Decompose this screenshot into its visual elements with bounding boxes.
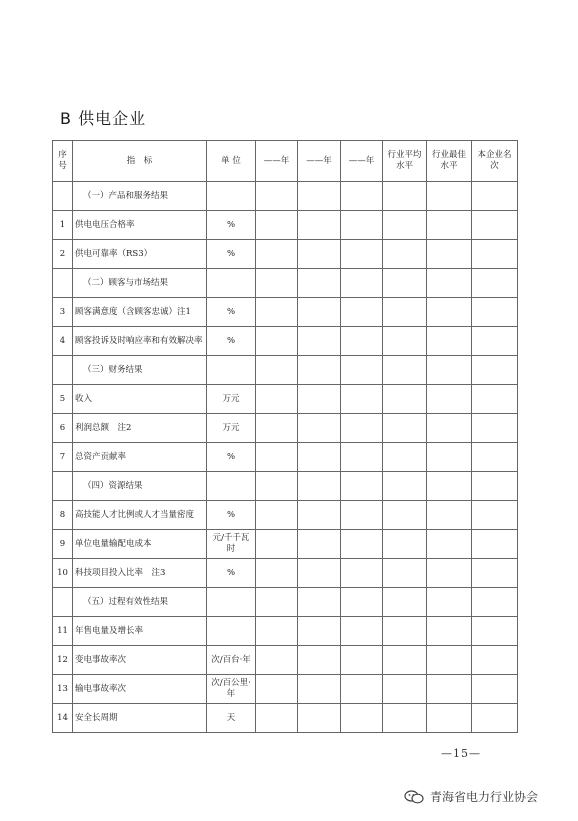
table-row: [53, 617, 518, 646]
value-cell-industry-average: [383, 530, 427, 559]
value-cell-year-2: [298, 414, 341, 443]
value-cell-year-1: [256, 385, 298, 414]
value-cell-year-2: [298, 617, 341, 646]
section-title: （二）顾客与市场结果: [73, 269, 207, 298]
section-title: （一）产品和服务结果: [73, 182, 207, 211]
value-cell-industry-average: [383, 704, 427, 733]
value-cell-rank: [472, 530, 518, 559]
header-rank: 本企业名次: [472, 141, 518, 182]
value-cell-year-3: [341, 182, 383, 211]
section-title: （三）财务结果: [73, 356, 207, 385]
value-cell-year-3: [341, 646, 383, 675]
value-cell-industry-average: [383, 646, 427, 675]
unit-cell: [207, 588, 256, 617]
value-cell-year-2: [298, 443, 341, 472]
value-cell-year-3: [341, 704, 383, 733]
row-index: 1: [53, 211, 73, 240]
value-cell-industry-average: [383, 414, 427, 443]
value-cell-year-1: [256, 240, 298, 269]
indicator-cell: 顾客投诉及时响应率和有效解决率: [73, 327, 207, 356]
indicator-cell: 供电电压合格率: [73, 211, 207, 240]
value-cell-industry-best: [427, 646, 472, 675]
value-cell-year-2: [298, 356, 341, 385]
row-index: 13: [53, 675, 73, 704]
header-unit: 单 位: [207, 141, 256, 182]
value-cell-rank: [472, 298, 518, 327]
value-cell-rank: [472, 675, 518, 704]
value-cell-industry-average: [383, 472, 427, 501]
value-cell-industry-average: [383, 443, 427, 472]
unit-cell: %: [207, 211, 256, 240]
unit-cell: %: [207, 443, 256, 472]
value-cell-industry-best: [427, 211, 472, 240]
value-cell-year-2: [298, 269, 341, 298]
value-cell-industry-best: [427, 617, 472, 646]
table-row: [53, 559, 518, 588]
value-cell-year-1: [256, 298, 298, 327]
value-cell-year-2: [298, 385, 341, 414]
row-index: [53, 356, 73, 385]
value-cell-year-1: [256, 617, 298, 646]
unit-cell: %: [207, 298, 256, 327]
header-industry-best: 行业最佳水平: [427, 141, 472, 182]
value-cell-industry-average: [383, 240, 427, 269]
section-row: [53, 269, 518, 298]
value-cell-year-2: [298, 646, 341, 675]
value-cell-industry-average: [383, 385, 427, 414]
row-index: 4: [53, 327, 73, 356]
value-cell-year-2: [298, 327, 341, 356]
indicator-cell: 单位电量输配电成本: [73, 530, 207, 559]
value-cell-industry-average: [383, 588, 427, 617]
value-cell-industry-best: [427, 559, 472, 588]
value-cell-industry-average: [383, 675, 427, 704]
value-cell-year-1: [256, 588, 298, 617]
table-row: [53, 704, 518, 733]
value-cell-industry-best: [427, 704, 472, 733]
indicator-cell: 总资产贡献率: [73, 443, 207, 472]
indicator-cell: 科技项目投入比率 注3: [73, 559, 207, 588]
value-cell-industry-average: [383, 501, 427, 530]
header-index: 序号: [53, 141, 73, 182]
row-index: [53, 588, 73, 617]
row-index: 10: [53, 559, 73, 588]
header-year-1: ——年: [256, 141, 298, 182]
value-cell-industry-average: [383, 298, 427, 327]
value-cell-year-3: [341, 269, 383, 298]
indicator-cell: 安全长周期: [73, 704, 207, 733]
table-row: [53, 240, 518, 269]
value-cell-year-3: [341, 240, 383, 269]
value-cell-rank: [472, 414, 518, 443]
value-cell-industry-best: [427, 269, 472, 298]
value-cell-year-2: [298, 211, 341, 240]
value-cell-rank: [472, 704, 518, 733]
page-number: —15—: [441, 747, 481, 760]
value-cell-rank: [472, 356, 518, 385]
value-cell-year-1: [256, 211, 298, 240]
value-cell-year-3: [341, 211, 383, 240]
table-body: [53, 182, 518, 733]
wechat-icon: [404, 790, 424, 804]
table-row: [53, 211, 518, 240]
value-cell-year-3: [341, 443, 383, 472]
indicator-cell: 高技能人才比例或人才当量密度: [73, 501, 207, 530]
value-cell-year-3: [341, 298, 383, 327]
value-cell-year-3: [341, 588, 383, 617]
row-index: 3: [53, 298, 73, 327]
page-heading: B 供电企业: [60, 109, 147, 128]
watermark: [404, 788, 538, 805]
value-cell-industry-average: [383, 211, 427, 240]
value-cell-rank: [472, 385, 518, 414]
row-index: 9: [53, 530, 73, 559]
unit-cell: 万元: [207, 385, 256, 414]
value-cell-industry-best: [427, 385, 472, 414]
indicator-cell: 利润总额 注2: [73, 414, 207, 443]
watermark-text: 青海省电力行业协会: [430, 790, 539, 804]
table-header-row: [53, 141, 518, 182]
value-cell-year-3: [341, 356, 383, 385]
value-cell-year-1: [256, 530, 298, 559]
section-row: [53, 588, 518, 617]
row-index: [53, 269, 73, 298]
value-cell-rank: [472, 559, 518, 588]
row-index: 2: [53, 240, 73, 269]
value-cell-rank: [472, 240, 518, 269]
value-cell-year-1: [256, 472, 298, 501]
value-cell-year-2: [298, 501, 341, 530]
value-cell-year-3: [341, 617, 383, 646]
value-cell-rank: [472, 472, 518, 501]
table-row: [53, 443, 518, 472]
value-cell-year-2: [298, 182, 341, 211]
unit-cell: [207, 356, 256, 385]
value-cell-year-3: [341, 530, 383, 559]
value-cell-year-1: [256, 414, 298, 443]
row-index: 11: [53, 617, 73, 646]
unit-cell: %: [207, 240, 256, 269]
value-cell-year-1: [256, 182, 298, 211]
unit-cell: 次/百台·年: [207, 646, 256, 675]
value-cell-industry-best: [427, 298, 472, 327]
table-row: [53, 385, 518, 414]
unit-cell: 次/百公里·年: [207, 675, 256, 704]
value-cell-industry-average: [383, 182, 427, 211]
value-cell-year-2: [298, 704, 341, 733]
table-row: [53, 646, 518, 675]
value-cell-rank: [472, 327, 518, 356]
unit-cell: [207, 617, 256, 646]
header-year-3: ——年: [341, 141, 383, 182]
indicator-cell: 变电事故率次: [73, 646, 207, 675]
value-cell-industry-average: [383, 559, 427, 588]
unit-cell: [207, 472, 256, 501]
unit-cell: [207, 182, 256, 211]
unit-cell: 万元: [207, 414, 256, 443]
value-cell-industry-average: [383, 327, 427, 356]
value-cell-year-1: [256, 559, 298, 588]
unit-cell: [207, 269, 256, 298]
value-cell-year-3: [341, 501, 383, 530]
header-year-2: ——年: [298, 141, 341, 182]
section-row: [53, 472, 518, 501]
value-cell-year-3: [341, 414, 383, 443]
table-row: [53, 298, 518, 327]
value-cell-rank: [472, 182, 518, 211]
indicator-cell: 收入: [73, 385, 207, 414]
unit-cell: %: [207, 327, 256, 356]
value-cell-rank: [472, 211, 518, 240]
value-cell-year-3: [341, 675, 383, 704]
value-cell-year-2: [298, 530, 341, 559]
value-cell-year-1: [256, 704, 298, 733]
row-index: 8: [53, 501, 73, 530]
value-cell-industry-average: [383, 269, 427, 298]
value-cell-industry-best: [427, 182, 472, 211]
value-cell-year-1: [256, 269, 298, 298]
value-cell-industry-best: [427, 356, 472, 385]
value-cell-rank: [472, 617, 518, 646]
table-row: [53, 327, 518, 356]
row-index: 5: [53, 385, 73, 414]
value-cell-rank: [472, 588, 518, 617]
value-cell-year-3: [341, 327, 383, 356]
unit-cell: 天: [207, 704, 256, 733]
value-cell-year-1: [256, 327, 298, 356]
value-cell-industry-best: [427, 327, 472, 356]
value-cell-year-2: [298, 472, 341, 501]
value-cell-year-1: [256, 443, 298, 472]
value-cell-industry-best: [427, 472, 472, 501]
header-indicator: 指 标: [73, 141, 207, 182]
value-cell-industry-best: [427, 530, 472, 559]
value-cell-year-1: [256, 646, 298, 675]
value-cell-industry-best: [427, 588, 472, 617]
value-cell-rank: [472, 646, 518, 675]
value-cell-year-1: [256, 356, 298, 385]
indicator-cell: 输电事故率次: [73, 675, 207, 704]
results-table: [52, 140, 518, 733]
table-row: [53, 414, 518, 443]
table-row: [53, 530, 518, 559]
value-cell-industry-best: [427, 675, 472, 704]
table-row: [53, 675, 518, 704]
section-title: （四）资源结果: [73, 472, 207, 501]
value-cell-industry-best: [427, 501, 472, 530]
indicator-cell: 年售电量及增长率: [73, 617, 207, 646]
section-row: [53, 356, 518, 385]
value-cell-year-3: [341, 385, 383, 414]
value-cell-year-1: [256, 501, 298, 530]
indicator-cell: 顾客满意度（含顾客忠诚）注1: [73, 298, 207, 327]
row-index: 12: [53, 646, 73, 675]
value-cell-industry-best: [427, 240, 472, 269]
value-cell-year-2: [298, 675, 341, 704]
value-cell-year-3: [341, 472, 383, 501]
unit-cell: %: [207, 501, 256, 530]
value-cell-year-2: [298, 559, 341, 588]
value-cell-rank: [472, 501, 518, 530]
value-cell-rank: [472, 443, 518, 472]
section-row: [53, 182, 518, 211]
value-cell-year-2: [298, 298, 341, 327]
row-index: [53, 182, 73, 211]
row-index: 6: [53, 414, 73, 443]
value-cell-industry-average: [383, 617, 427, 646]
unit-cell: %: [207, 559, 256, 588]
value-cell-industry-best: [427, 443, 472, 472]
value-cell-rank: [472, 269, 518, 298]
value-cell-year-2: [298, 588, 341, 617]
value-cell-year-2: [298, 240, 341, 269]
value-cell-year-1: [256, 675, 298, 704]
unit-cell: 元/千千瓦时: [207, 530, 256, 559]
row-index: [53, 472, 73, 501]
row-index: 7: [53, 443, 73, 472]
section-title: （五）过程有效性结果: [73, 588, 207, 617]
row-index: 14: [53, 704, 73, 733]
value-cell-industry-best: [427, 414, 472, 443]
indicator-cell: 供电可靠率（RS3）: [73, 240, 207, 269]
header-industry-average: 行业平均水平: [383, 141, 427, 182]
value-cell-industry-average: [383, 356, 427, 385]
value-cell-year-3: [341, 559, 383, 588]
table-row: [53, 501, 518, 530]
